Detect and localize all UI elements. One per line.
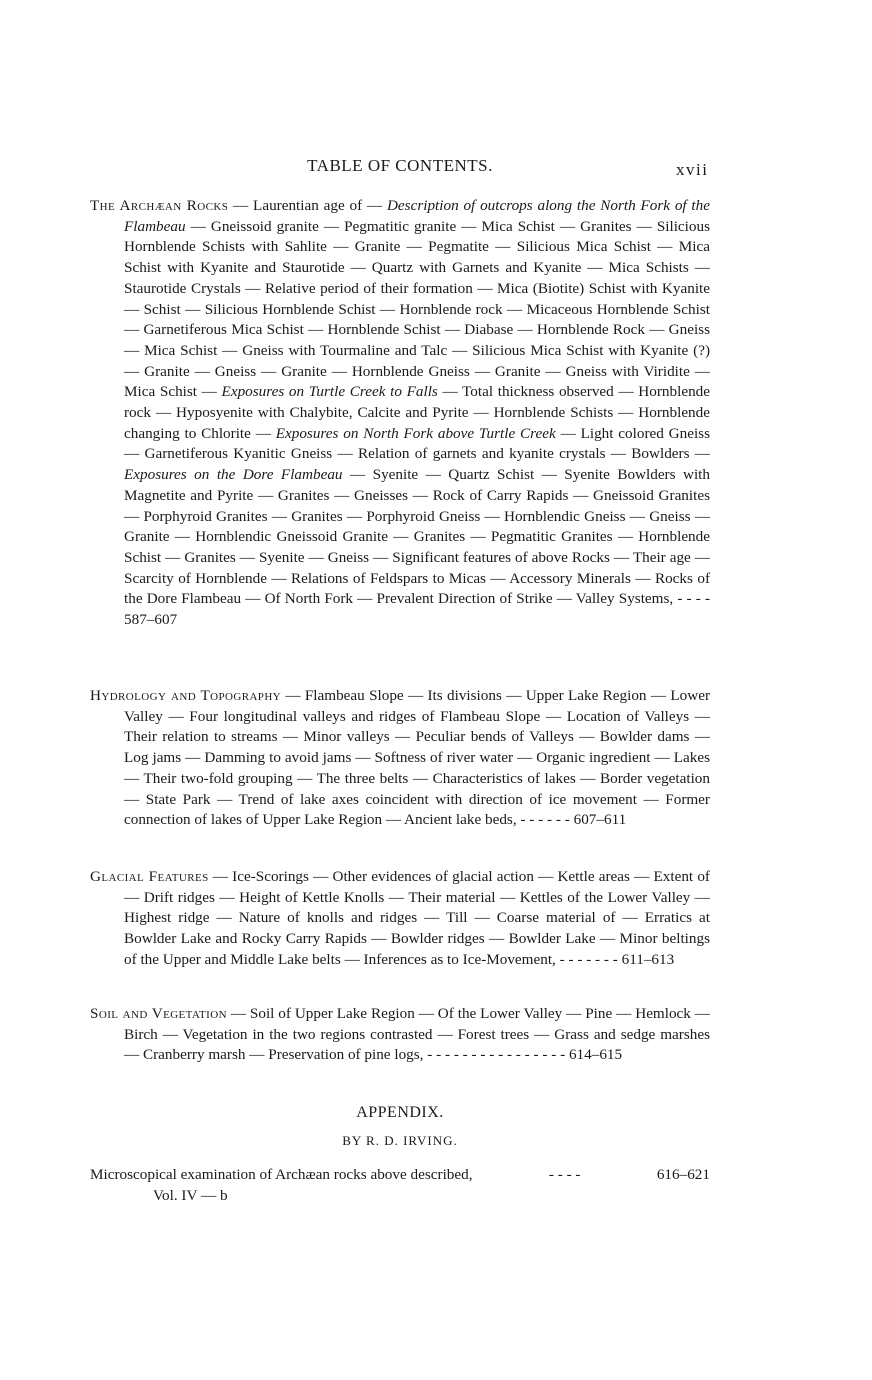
appendix-author: BY R. D. IRVING. [342,1133,458,1148]
toc-heading: Hydrology and Topography [90,687,282,704]
page-number: xvii [676,160,709,179]
appendix-entry-text: Microscopical examination of Archæan rocks above described, [90,1166,473,1183]
toc-page-range: 587–607 [124,611,178,629]
toc-page-range: 607–611 [573,811,627,829]
volume-signature: Vol. IV — b [153,1187,228,1204]
toc-entry-soil-vegetation [90,1004,710,1066]
toc-leaders: - - - - - - [516,811,574,829]
appendix-entry-pages: 616–621 [656,1166,710,1183]
toc-entry-archaean-rocks [90,196,710,631]
toc-text: — Total thickness observed — Hornblende rock — Hyposyenite with Chalybite, Calcite and Pyrite — Hornblende Schists — Hornblende changing to Chlorite — [124,383,710,442]
toc-italic-text: Exposures on the Dore Flambeau [124,466,343,484]
toc-leaders: - - - - - - - [555,950,622,968]
toc-text: — Soil of Upper Lake Region — Of the Lower Valley — Pine — Hemlock — Birch — Vegetation in the two regions contrasted — Forest trees — Grass and sedge marshes — Cranberry marsh — Preservation of pine logs, [124,1005,710,1064]
toc-text: — Syenite — Quartz Schist — Syenite Bowlders with Magnetite and Pyrite — Granites — Gneisses — Rock of Carry Rapids — Gneissoid Granites — Porphyroid Granites — Granites — Porphyroid Gneiss — Hornblendic Gneiss — Gneiss — Granite — Hornblendic Gneissoid Granite — Granites — Pegmatitic Granites — Hornblende Schist — Granites — Syenite — Gneiss — Significant features of above Rocks — Their age — Scarcity of Hornblende — Relations of Feldspars to Micas — Accessory Minerals — Rocks of the Dore Flambeau — Of North Fork — Prevalent Direction of Strike — Valley Systems, [124,466,710,608]
appendix-entry-leaders: - - - - [548,1166,581,1183]
toc-leaders: - - - - - - - - - - - - - - - - [423,1046,569,1064]
toc-text: — Flambeau Slope — Its divisions — Upper Lake Region — Lower Valley — Four longitudinal valleys and ridges of Flambeau Slope — Location of Valleys — Their relation to streams — Minor valleys — Peculiar bends of Valleys — Bowlder dams — Log jams — Damming to avoid jams — Softness of river water — Organic ingredient — Lakes — Their two-fold grouping — The three belts — Characteristics of lakes — Border vegetation — State Park — Trend of lake axes coincident with direction of ice movement — Former connection of lakes of Upper Lake Region — Ancient lake beds, [124,687,711,829]
toc-italic-text: Exposures on North Fork above Turtle Creek [275,424,556,442]
toc-entry-hydrology [90,686,710,831]
toc-page-range: 611–613 [621,950,675,968]
page-header-title: TABLE OF CONTENTS. [307,156,493,175]
toc-text: — Laurentian age of — [228,197,387,214]
toc-entry-glacial-features [90,867,710,971]
appendix-title: APPENDIX. [356,1104,444,1121]
toc-heading: Glacial Features [90,868,209,885]
toc-heading: Soil and Vegetation [90,1005,227,1022]
toc-text: — Light colored Gneiss — Garnetiferous Kyanitic Gneiss — Relation of garnets and kyanite crystals — Bowlders — [124,424,710,463]
toc-text: — Ice-Scorings — Other evidences of glacial action — Kettle areas — Extent of — Drift ridges — Height of Kettle Knolls — Their material — Kettles of the Lower Valley — Highest ridge — Nature of knolls and ridges — Till — Coarse material of — Erratics at Bowlder Lake and Rocky Carry Rapids — Bowlder ridges — Bowlder Lake — Minor beltings of the Upper and Middle Lake belts — Inferences as to Ice-Movement, [124,868,710,968]
toc-heading: The Archæan Rocks [90,197,229,214]
toc-leaders: - - - - [673,590,711,608]
appendix-entry [90,1166,710,1184]
toc-page-range: 614–615 [568,1046,623,1064]
toc-italic-text: Exposures on Turtle Creek to Falls [221,383,438,401]
toc-text: — Gneissoid granite — Pegmatitic granite — Mica Schist — Granites — Silicious Hornblende Schists with Sahlite — Granite — Pegmatite — Silicious Mica Schist — Mica Schist with Kyanite and Staurotide — Quartz with Garnets and Kyanite — Mica Schists — Staurotide Crystals — Relative period of their formation — Mica (Biotite) Schist with Kyanite — Schist — Silicious Hornblende Schist — Hornblende rock — Micaceous Hornblende Schist — Garnetiferous Mica Schist — Hornblende Schist — Diabase — Hornblende Rock — Gneiss — Mica Schist — Gneiss with Tourmaline and Talc — Silicious Mica Schist with Kyanite (?) — Granite — Gneiss — Granite — Hornblende Gneiss — Granite — Gneiss with Viridite — Mica Schist — [124,217,710,401]
toc-italic-text: Description of outcrops along the North Fork of the Flambeau [124,197,710,235]
